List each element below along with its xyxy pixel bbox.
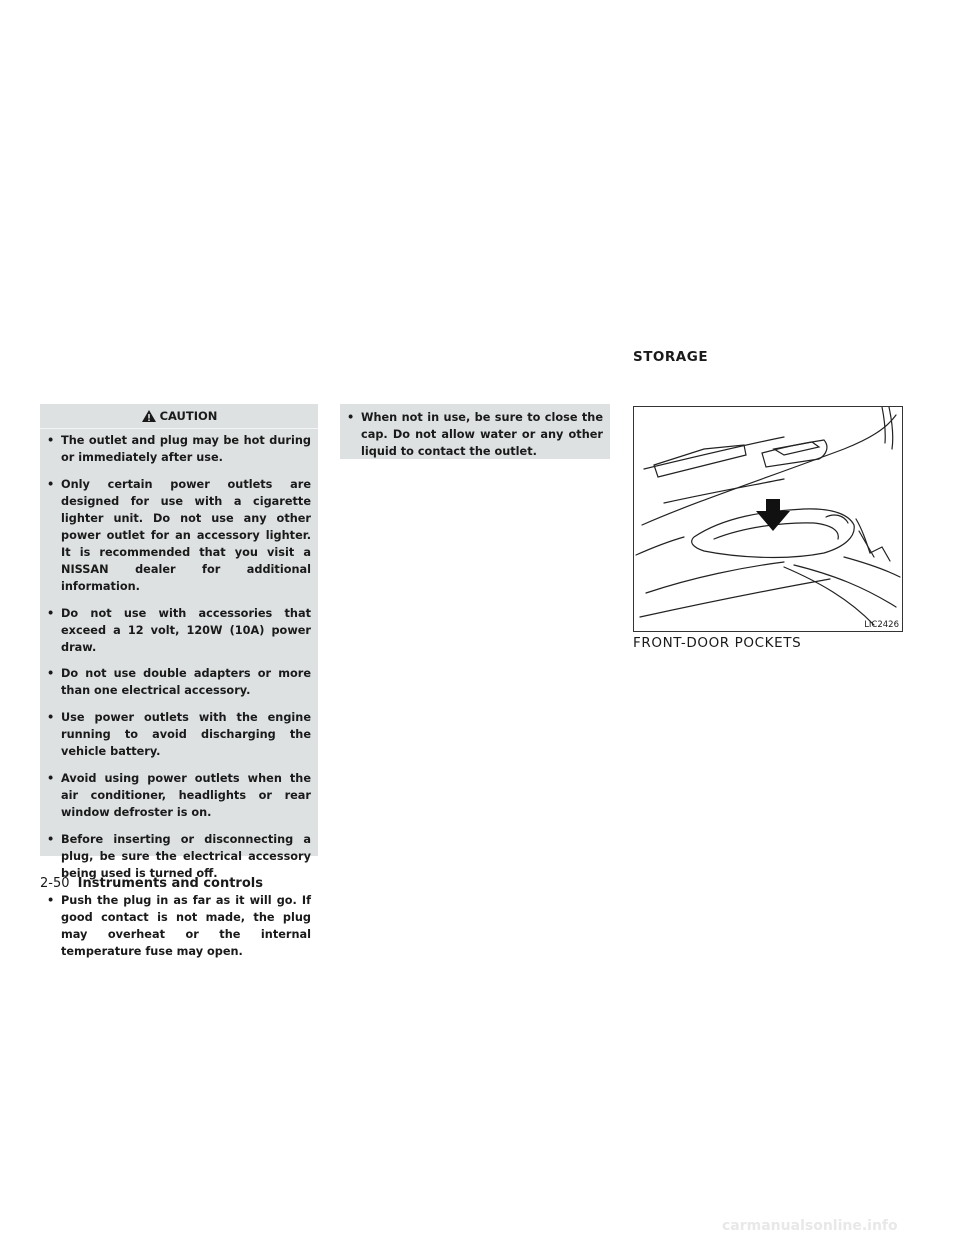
caution-item: • The outlet and plug may be hot during or immediately after use. — [46, 432, 311, 466]
front-door-pocket-figure — [633, 406, 903, 632]
warning-icon — [141, 409, 157, 423]
watermark: carmanualsonline.info — [722, 1218, 898, 1234]
page-footer — [40, 876, 263, 891]
caution-item: • Push the plug in as far as it will go. If good contact is not made, the plug may overheat or the internal temperature fuse may open. — [46, 892, 311, 960]
caution-item: • Before inserting or disconnecting a plug, be sure the electrical accessory being used is turned off. — [46, 831, 311, 882]
caution-item: • Do not use double adapters or more than one electrical accessory. — [46, 665, 311, 699]
caution-item: • Avoid using power outlets when the air conditioner, headlights or rear window defroster is on. — [46, 770, 311, 821]
door-pocket-illustration — [634, 407, 902, 631]
caution-item: • When not in use, be sure to close the cap. Do not allow water or any other liquid to contact the outlet. — [346, 409, 603, 460]
page-number: 2-50 — [40, 876, 70, 891]
caution-item: • Do not use with accessories that exceed a 12 volt, 120W (10A) power draw. — [46, 605, 311, 656]
footer-section-title: Instruments and controls — [77, 876, 263, 891]
figure-caption: FRONT-DOOR POCKETS — [633, 635, 802, 651]
storage-heading: STORAGE — [633, 349, 709, 365]
caution-title: CAUTION — [159, 409, 218, 423]
caution-header — [40, 404, 318, 429]
caution-continued-list — [346, 409, 603, 470]
figure-code: LIC2426 — [864, 620, 899, 630]
caution-continued-box — [340, 404, 610, 459]
caution-item: • Only certain power outlets are designed for use with a cigarette lighter unit. Do not use any other power outlet for an accessory lighter. It is recommended that you visit a NISSAN dealer for additional information. — [46, 476, 311, 595]
caution-item: • Use power outlets with the engine running to avoid discharging the vehicle battery. — [46, 709, 311, 760]
